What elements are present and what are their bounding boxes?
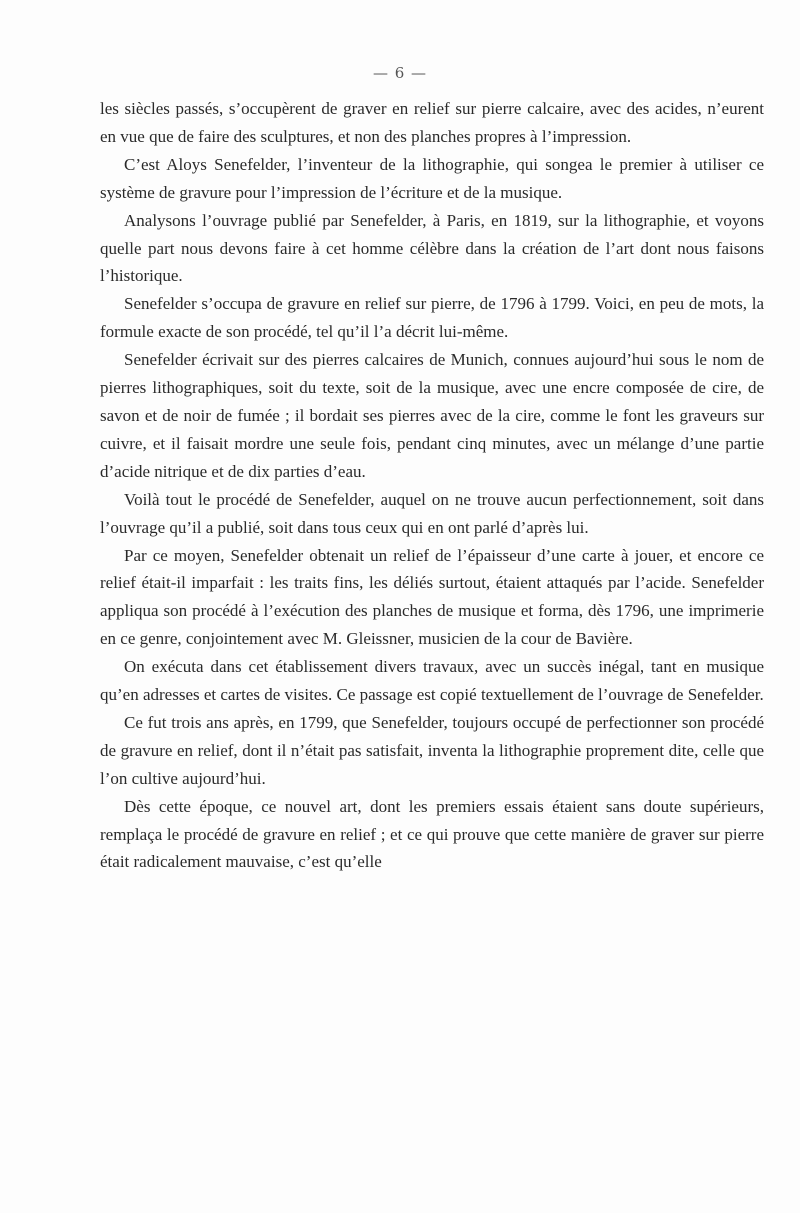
paragraph: Voilà tout le procédé de Senefelder, auquel on ne trouve aucun perfectionnement, soit dans l’ouvrage qu’il a publié, soit dans tous ceux qui en ont parlé d’après lui. [100,489,764,537]
paragraph: On exécuta dans cet établissement divers travaux, avec un succès inégal, tant en musique qu’en adresses et cartes de visites. Ce passage est copié textuellement de l’ouvrage de Senefelder. [100,657,764,705]
paragraph: Ce fut trois ans après, en 1799, que Senefelder, toujours occupé de perfectionner son procédé de gravure en relief, dont il n’était pas satisfait, inventa la lithographie proprement dite, celle que l’on cultive aujourd’hui. [100,712,764,788]
paragraph: Senefelder s’occupa de gravure en relief sur pierre, de 1796 à 1799. Voici, en peu de mots, la formule exacte de son procédé, tel qu’il l’a décrit lui-même. [100,294,764,342]
paragraph: Analysons l’ouvrage publié par Senefelder, à Paris, en 1819, sur la lithographie, et voyons quelle part nous devons faire à cet homme célèbre dans la création de l’art dont nous faisons l’historique. [100,210,764,286]
paragraph: Senefelder écrivait sur des pierres calcaires de Munich, connues aujourd’hui sous le nom de pierres lithographiques, soit du texte, soit de la musique, avec une encre composée de cire, de savon et de noir de fumée ; il bordait ses pierres avec de la cire, comme le font les graveurs sur cuivre, et il faisait mordre une seule fois, pendant cinq minutes, avec un mélange d’une partie d’acide nitrique et de dix parties d’eau. [100,350,764,481]
paragraph: Dès cette époque, ce nouvel art, dont les premiers essais étaient sans doute supérieurs, remplaça le procédé de gravure en relief ; et ce qui prouve que cette manière de graver sur pierre était radicalement mauvaise, c’est qu’elle [100,796,764,872]
paragraph: Par ce moyen, Senefelder obtenait un relief de l’épaisseur d’une carte à jouer, et encore ce relief était-il imparfait : les traits fins, les déliés surtout, étaient attaqués par l’acide. Senefelder appliqua son procédé à l’exécution des planches de musique et forma, dès 1796, une imprimerie en ce genre, conjointement avec M. Gleissner, musicien de la cour de Bavière. [100,545,764,649]
paragraph: les siècles passés, s’occupèrent de graver en relief sur pierre calcaire, avec des acides, n’eurent en vue que de faire des sculptures, et non des planches propres à l’impression. [100,99,764,146]
paragraph: C’est Aloys Senefelder, l’inventeur de la lithographie, qui songea le premier à utiliser ce système de gravure pour l’impression de l’écriture et de la musique. [100,154,764,202]
body-text [100,95,764,876]
page-number: — 6 — [372,64,428,82]
